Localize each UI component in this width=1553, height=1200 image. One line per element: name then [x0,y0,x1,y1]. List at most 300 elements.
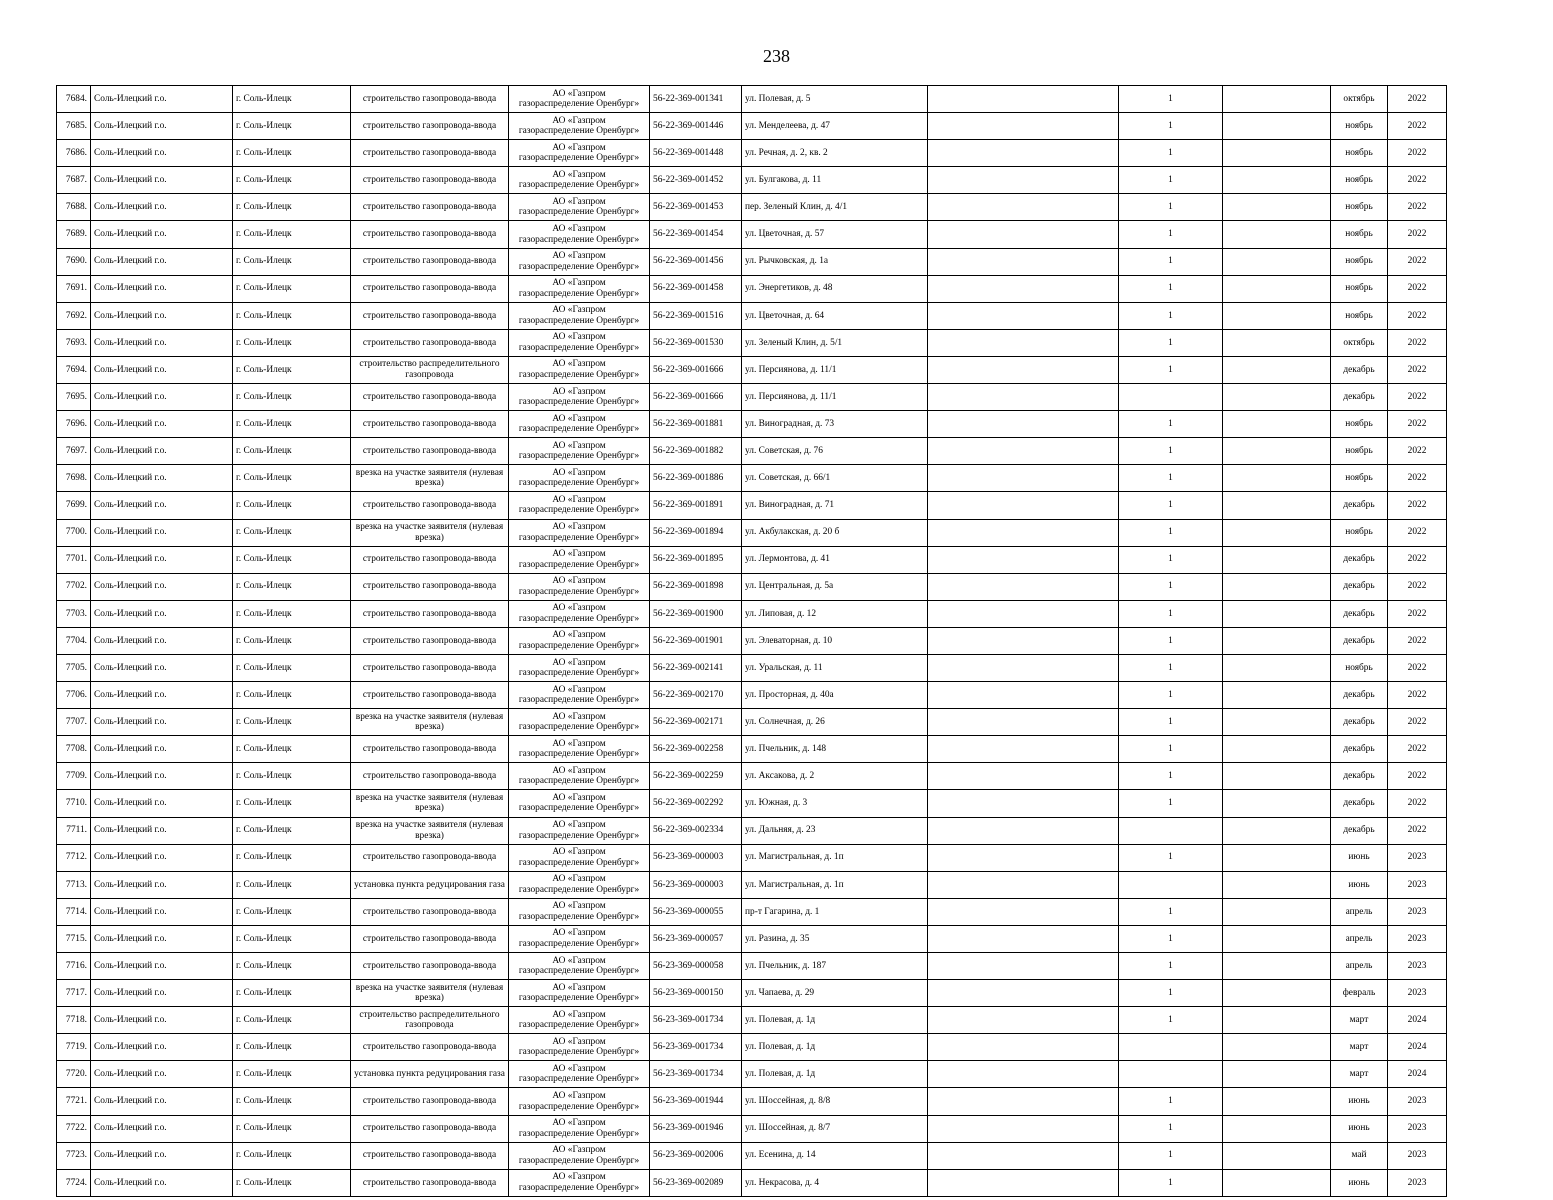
organization-cell [509,302,650,329]
quantity-cell: 1 [1119,1007,1223,1034]
organization-cell [509,925,650,952]
row-number-cell: 7700. [57,519,91,546]
empty-cell [1223,600,1331,627]
work-type-cell: строительство газопровода-ввода [351,194,509,221]
address-cell: пр-т Гагарина, д. 1 [742,898,928,925]
year-cell: 2022 [1388,140,1447,167]
municipality-cell: Соль-Илецкий г.о. [91,790,233,817]
address-cell: ул. Советская, д. 76 [742,438,928,465]
empty-cell [1223,275,1331,302]
application-code-cell: 56-22-369-002170 [650,682,742,709]
organization-cell [509,953,650,980]
address-cell: ул. Рычковская, д. 1а [742,248,928,275]
table-row [57,140,1447,167]
table-row [57,519,1447,546]
gasification-register-table [56,85,1447,1197]
organization-line-2: газораспределение Оренбург» [518,613,640,624]
settlement-cell: г. Соль-Илецк [233,600,351,627]
row-number-cell: 7717. [57,980,91,1007]
organization-cell [509,790,650,817]
quantity-cell: 1 [1119,248,1223,275]
organization-line-1: АО «Газпром [552,169,606,180]
municipality-cell: Соль-Илецкий г.о. [91,329,233,356]
organization-line-2: газораспределение Оренбург» [518,1155,640,1166]
settlement-cell: г. Соль-Илецк [233,384,351,411]
year-cell: 2023 [1388,925,1447,952]
municipality-cell: Соль-Илецкий г.о. [91,194,233,221]
address-cell: ул. Центральная, д. 5а [742,573,928,600]
organization-line-1: АО «Газпром [552,982,606,993]
row-number-cell: 7697. [57,438,91,465]
quantity-cell: 1 [1119,600,1223,627]
year-cell: 2022 [1388,492,1447,519]
organization-cell [509,113,650,140]
organization-cell [509,275,650,302]
organization-line-2: газораспределение Оренбург» [518,857,640,868]
address-cell: ул. Менделеева, д. 47 [742,113,928,140]
application-code-cell: 56-22-369-001530 [650,329,742,356]
month-cell: декабрь [1331,600,1388,627]
application-code-cell: 56-22-369-001894 [650,519,742,546]
row-number-cell: 7714. [57,898,91,925]
organization-cell [509,167,650,194]
municipality-cell: Соль-Илецкий г.о. [91,1034,233,1061]
work-type-cell: строительство газопровода-ввода [351,275,509,302]
quantity-cell [1119,1034,1223,1061]
month-cell: декабрь [1331,709,1388,736]
settlement-cell: г. Соль-Илецк [233,736,351,763]
row-number-cell: 7691. [57,275,91,302]
quantity-cell: 1 [1119,519,1223,546]
organization-line-1: АО «Газпром [552,1009,606,1020]
work-type-cell: строительство газопровода-ввода [351,140,509,167]
year-cell: 2022 [1388,573,1447,600]
table-row [57,790,1447,817]
municipality-cell: Соль-Илецкий г.о. [91,1169,233,1196]
table-row [57,627,1447,654]
municipality-cell: Соль-Илецкий г.о. [91,465,233,492]
organization-cell [509,763,650,790]
organization-line-2: газораспределение Оренбург» [518,830,640,841]
organization-line-1: АО «Газпром [552,955,606,966]
address-cell: ул. Персиянова, д. 11/1 [742,384,928,411]
table-row [57,1142,1447,1169]
empty-cell [928,1061,1119,1088]
settlement-cell: г. Соль-Илецк [233,709,351,736]
application-code-cell: 56-23-369-000055 [650,898,742,925]
empty-cell [1223,194,1331,221]
table-row [57,1115,1447,1142]
empty-cell [928,1088,1119,1115]
row-number-cell: 7704. [57,627,91,654]
empty-cell [1223,248,1331,275]
table-row [57,817,1447,844]
year-cell: 2023 [1388,844,1447,871]
table-row [57,1061,1447,1088]
month-cell: декабрь [1331,817,1388,844]
address-cell: ул. Цветочная, д. 57 [742,221,928,248]
empty-cell [1223,221,1331,248]
organization-line-2: газораспределение Оренбург» [518,342,640,353]
month-cell: март [1331,1061,1388,1088]
table-row [57,654,1447,681]
work-type-cell: строительство газопровода-ввода [351,302,509,329]
settlement-cell: г. Соль-Илецк [233,1007,351,1034]
empty-cell [928,763,1119,790]
row-number-cell: 7708. [57,736,91,763]
month-cell: апрель [1331,925,1388,952]
month-cell: ноябрь [1331,221,1388,248]
application-code-cell: 56-22-369-002171 [650,709,742,736]
work-type-cell: строительство газопровода-ввода [351,546,509,573]
organization-cell [509,248,650,275]
address-cell: ул. Просторная, д. 40а [742,682,928,709]
empty-cell [928,1007,1119,1034]
municipality-cell: Соль-Илецкий г.о. [91,221,233,248]
work-type-cell: строительство газопровода-ввода [351,600,509,627]
settlement-cell: г. Соль-Илецк [233,140,351,167]
empty-cell [1223,573,1331,600]
table-row [57,546,1447,573]
table-row [57,682,1447,709]
quantity-cell: 1 [1119,682,1223,709]
year-cell: 2023 [1388,871,1447,898]
organization-line-2: газораспределение Оренбург» [518,776,640,787]
application-code-cell: 56-22-369-002258 [650,736,742,763]
settlement-cell: г. Соль-Илецк [233,980,351,1007]
work-type-cell: строительство газопровода-ввода [351,1142,509,1169]
row-number-cell: 7702. [57,573,91,600]
month-cell: ноябрь [1331,140,1388,167]
municipality-cell: Соль-Илецкий г.о. [91,356,233,383]
year-cell: 2022 [1388,356,1447,383]
application-code-cell: 56-23-369-002089 [650,1169,742,1196]
row-number-cell: 7720. [57,1061,91,1088]
year-cell: 2022 [1388,600,1447,627]
organization-line-1: АО «Газпром [552,1145,606,1156]
year-cell: 2022 [1388,275,1447,302]
application-code-cell: 56-22-369-001881 [650,411,742,438]
work-type-cell: установка пункта редуцирования газа [351,871,509,898]
municipality-cell: Соль-Илецкий г.о. [91,1061,233,1088]
organization-cell [509,492,650,519]
empty-cell [1223,682,1331,709]
address-cell: ул. Магистральная, д. 1п [742,871,928,898]
organization-cell [509,627,650,654]
application-code-cell: 56-23-369-001944 [650,1088,742,1115]
quantity-cell: 1 [1119,113,1223,140]
application-code-cell: 56-23-369-000058 [650,953,742,980]
row-number-cell: 7713. [57,871,91,898]
organization-line-1: АО «Газпром [552,711,606,722]
settlement-cell: г. Соль-Илецк [233,654,351,681]
empty-cell [928,573,1119,600]
row-number-cell: 7686. [57,140,91,167]
settlement-cell: г. Соль-Илецк [233,194,351,221]
row-number-cell: 7721. [57,1088,91,1115]
row-number-cell: 7703. [57,600,91,627]
municipality-cell: Соль-Илецкий г.о. [91,492,233,519]
settlement-cell: г. Соль-Илецк [233,1142,351,1169]
quantity-cell: 1 [1119,546,1223,573]
year-cell: 2023 [1388,953,1447,980]
settlement-cell: г. Соль-Илецк [233,573,351,600]
year-cell: 2023 [1388,1142,1447,1169]
month-cell: март [1331,1007,1388,1034]
empty-cell [1223,925,1331,952]
application-code-cell: 56-22-369-001454 [650,221,742,248]
organization-line-1: АО «Газпром [552,494,606,505]
application-code-cell: 56-23-369-000003 [650,844,742,871]
organization-line-1: АО «Газпром [552,603,606,614]
quantity-cell: 1 [1119,1115,1223,1142]
address-cell: ул. Солнечная, д. 26 [742,709,928,736]
application-code-cell: 56-22-369-002334 [650,817,742,844]
address-cell: ул. Шоссейная, д. 8/8 [742,1088,928,1115]
organization-cell [509,1007,650,1034]
municipality-cell: Соль-Илецкий г.о. [91,817,233,844]
work-type-cell: врезка на участке заявителя (нулевая врезка) [351,519,509,546]
month-cell: апрель [1331,953,1388,980]
application-code-cell: 56-22-369-001882 [650,438,742,465]
table-row [57,709,1447,736]
empty-cell [928,627,1119,654]
organization-line-2: газораспределение Оренбург» [518,126,640,137]
address-cell: ул. Элеваторная, д. 10 [742,627,928,654]
row-number-cell: 7711. [57,817,91,844]
month-cell: май [1331,1142,1388,1169]
organization-cell [509,519,650,546]
organization-line-2: газораспределение Оренбург» [518,505,640,516]
quantity-cell: 1 [1119,167,1223,194]
row-number-cell: 7710. [57,790,91,817]
empty-cell [928,194,1119,221]
application-code-cell: 56-23-369-001946 [650,1115,742,1142]
organization-line-1: АО «Газпром [552,196,606,207]
organization-line-1: АО «Газпром [552,657,606,668]
organization-line-2: газораспределение Оренбург» [518,695,640,706]
year-cell: 2022 [1388,167,1447,194]
organization-line-2: газораспределение Оренбург» [518,1074,640,1085]
settlement-cell: г. Соль-Илецк [233,1034,351,1061]
organization-cell [509,871,650,898]
address-cell: ул. Речная, д. 2, кв. 2 [742,140,928,167]
quantity-cell: 1 [1119,221,1223,248]
year-cell: 2023 [1388,980,1447,1007]
organization-cell [509,817,650,844]
work-type-cell: строительство газопровода-ввода [351,167,509,194]
table-row [57,763,1447,790]
municipality-cell: Соль-Илецкий г.о. [91,1142,233,1169]
year-cell: 2022 [1388,736,1447,763]
table-row [57,248,1447,275]
address-cell: пер. Зеленый Клин, д. 4/1 [742,194,928,221]
work-type-cell: строительство газопровода-ввода [351,654,509,681]
address-cell: ул. Персиянова, д. 11/1 [742,356,928,383]
row-number-cell: 7684. [57,86,91,113]
empty-cell [1223,898,1331,925]
empty-cell [1223,1115,1331,1142]
organization-cell [509,709,650,736]
year-cell: 2024 [1388,1034,1447,1061]
empty-cell [1223,871,1331,898]
row-number-cell: 7692. [57,302,91,329]
municipality-cell: Соль-Илецкий г.о. [91,167,233,194]
organization-line-2: газораспределение Оренбург» [518,586,640,597]
work-type-cell: врезка на участке заявителя (нулевая врезка) [351,465,509,492]
work-type-cell: строительство газопровода-ввода [351,898,509,925]
settlement-cell: г. Соль-Илецк [233,167,351,194]
organization-line-2: газораспределение Оренбург» [518,911,640,922]
month-cell: октябрь [1331,86,1388,113]
empty-cell [1223,953,1331,980]
table-row [57,736,1447,763]
settlement-cell: г. Соль-Илецк [233,275,351,302]
settlement-cell: г. Соль-Илецк [233,627,351,654]
organization-cell [509,654,650,681]
quantity-cell: 1 [1119,654,1223,681]
application-code-cell: 56-22-369-001456 [650,248,742,275]
organization-line-2: газораспределение Оренбург» [518,1182,640,1193]
application-code-cell: 56-22-369-001446 [650,113,742,140]
table-row [57,356,1447,383]
empty-cell [1223,627,1331,654]
organization-line-1: АО «Газпром [552,1118,606,1129]
table-row [57,844,1447,871]
month-cell: декабрь [1331,546,1388,573]
application-code-cell: 56-22-369-001891 [650,492,742,519]
year-cell: 2022 [1388,248,1447,275]
address-cell: ул. Некрасова, д. 4 [742,1169,928,1196]
month-cell: ноябрь [1331,302,1388,329]
application-code-cell: 56-22-369-002259 [650,763,742,790]
organization-cell [509,1169,650,1196]
organization-line-1: АО «Газпром [552,847,606,858]
month-cell: ноябрь [1331,654,1388,681]
work-type-cell: строительство газопровода-ввода [351,844,509,871]
organization-line-2: газораспределение Оренбург» [518,451,640,462]
address-cell: ул. Пчельник, д. 187 [742,953,928,980]
empty-cell [928,1115,1119,1142]
year-cell: 2024 [1388,1007,1447,1034]
row-number-cell: 7694. [57,356,91,383]
empty-cell [928,898,1119,925]
empty-cell [928,356,1119,383]
work-type-cell: строительство газопровода-ввода [351,411,509,438]
empty-cell [1223,709,1331,736]
municipality-cell: Соль-Илецкий г.о. [91,600,233,627]
quantity-cell [1119,384,1223,411]
work-type-cell: строительство газопровода-ввода [351,573,509,600]
work-type-cell: строительство газопровода-ввода [351,627,509,654]
month-cell: ноябрь [1331,113,1388,140]
organization-line-1: АО «Газпром [552,332,606,343]
empty-cell [928,817,1119,844]
address-cell: ул. Шоссейная, д. 8/7 [742,1115,928,1142]
organization-line-2: газораспределение Оренбург» [518,99,640,110]
row-number-cell: 7699. [57,492,91,519]
empty-cell [928,167,1119,194]
organization-line-1: АО «Газпром [552,386,606,397]
empty-cell [1223,167,1331,194]
year-cell: 2022 [1388,113,1447,140]
organization-line-2: газораспределение Оренбург» [518,424,640,435]
organization-line-2: газораспределение Оренбург» [518,668,640,679]
year-cell: 2022 [1388,194,1447,221]
municipality-cell: Соль-Илецкий г.о. [91,980,233,1007]
municipality-cell: Соль-Илецкий г.о. [91,871,233,898]
application-code-cell: 56-23-369-001734 [650,1061,742,1088]
table-row [57,898,1447,925]
application-code-cell: 56-22-369-001452 [650,167,742,194]
organization-cell [509,1061,650,1088]
application-code-cell: 56-22-369-001666 [650,356,742,383]
municipality-cell: Соль-Илецкий г.о. [91,763,233,790]
month-cell: ноябрь [1331,465,1388,492]
month-cell: декабрь [1331,492,1388,519]
organization-cell [509,221,650,248]
application-code-cell: 56-22-369-001341 [650,86,742,113]
address-cell: ул. Есенина, д. 14 [742,1142,928,1169]
work-type-cell: установка пункта редуцирования газа [351,1061,509,1088]
table-row [57,86,1447,113]
quantity-cell: 1 [1119,763,1223,790]
organization-cell [509,1034,650,1061]
application-code-cell: 56-22-369-001895 [650,546,742,573]
settlement-cell: г. Соль-Илецк [233,302,351,329]
row-number-cell: 7723. [57,1142,91,1169]
application-code-cell: 56-22-369-002141 [650,654,742,681]
municipality-cell: Соль-Илецкий г.о. [91,1007,233,1034]
municipality-cell: Соль-Илецкий г.о. [91,898,233,925]
quantity-cell [1119,1061,1223,1088]
organization-line-1: АО «Газпром [552,88,606,99]
month-cell: декабрь [1331,790,1388,817]
empty-cell [928,438,1119,465]
row-number-cell: 7707. [57,709,91,736]
empty-cell [1223,411,1331,438]
month-cell: ноябрь [1331,194,1388,221]
empty-cell [1223,546,1331,573]
work-type-cell: строительство газопровода-ввода [351,682,509,709]
empty-cell [1223,1061,1331,1088]
empty-cell [928,519,1119,546]
empty-cell [1223,1142,1331,1169]
work-type-cell: строительство газопровода-ввода [351,763,509,790]
organization-line-2: газораспределение Оренбург» [518,749,640,760]
quantity-cell: 1 [1119,898,1223,925]
organization-line-2: газораспределение Оренбург» [518,207,640,218]
year-cell: 2022 [1388,302,1447,329]
settlement-cell: г. Соль-Илецк [233,1169,351,1196]
quantity-cell: 1 [1119,1142,1223,1169]
quantity-cell: 1 [1119,465,1223,492]
organization-line-2: газораспределение Оренбург» [518,884,640,895]
year-cell: 2022 [1388,709,1447,736]
organization-line-1: АО «Газпром [552,901,606,912]
month-cell: декабрь [1331,573,1388,600]
empty-cell [1223,465,1331,492]
organization-cell [509,736,650,763]
table-row [57,925,1447,952]
organization-line-2: газораспределение Оренбург» [518,261,640,272]
empty-cell [1223,356,1331,383]
organization-line-2: газораспределение Оренбург» [518,153,640,164]
month-cell: июнь [1331,1115,1388,1142]
address-cell: ул. Цветочная, д. 64 [742,302,928,329]
table-row [57,492,1447,519]
address-cell: ул. Дальняя, д. 23 [742,817,928,844]
